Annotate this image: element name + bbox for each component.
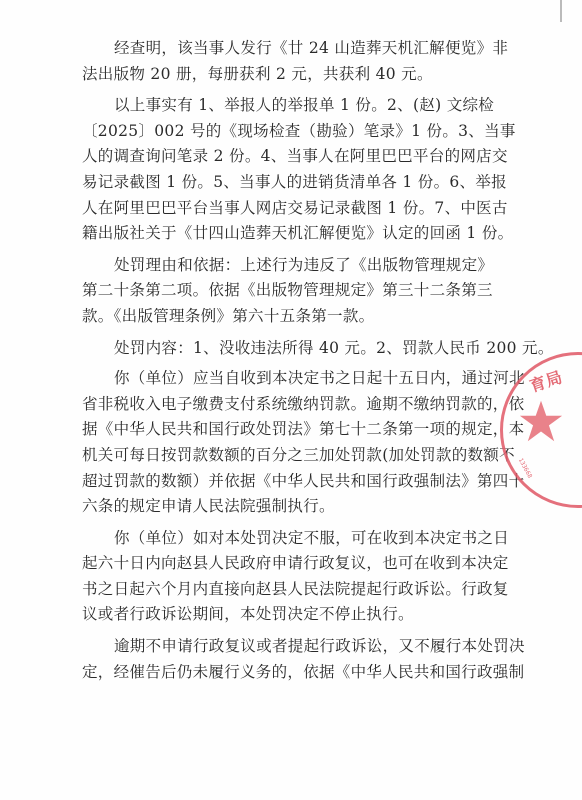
text-line: 超过罚款的数额）并依据《中华人民共和国行政强制法》第四十	[82, 471, 525, 490]
text-line: 人的调查询问笔录 2 份。4、当事人在阿里巴巴平台的网店交	[82, 147, 508, 166]
text-line: 〔2025〕002 号的《现场检查（勘验）笔录》1 份。3、当事	[82, 121, 516, 140]
text-line: 以上事实有 1、举报人的举报单 1 份。2、(赵) 文综检	[114, 96, 495, 115]
text-line: 易记录截图 1 份。5、当事人的进销货清单各 1 份。6、举报	[82, 172, 507, 191]
seal-digits: 133668	[516, 457, 534, 480]
text-line: 款。《出版管理条例》第六十五条第一款。	[82, 306, 375, 325]
text-line: 第二十条第二项。依据《出版物管理规定》第三十二条第三	[82, 281, 493, 300]
text-line: 逾期不申请行政复议或者提起行政诉讼，又不履行本处罚决	[114, 637, 525, 656]
text-line: 省非税收入电子缴费支付系统缴纳罚款。逾期不缴纳罚款的，依	[82, 394, 525, 413]
text-line: 你（单位）应当自收到本决定书之日起十五日内，通过河北	[114, 369, 525, 388]
paragraph-appeal	[82, 526, 514, 628]
paragraph-enforcement	[82, 634, 525, 685]
text-line: 处罚理由和依据：上述行为违反了《出版物管理规定》	[114, 255, 494, 274]
text-line: 人在阿里巴巴平台当事人网店交易记录截图 1 份。7、中医古	[82, 198, 508, 217]
text-line: 据《中华人民共和国行政处罚法》第七十二条第一项的规定，本	[82, 420, 525, 439]
text-line: 定，经催告后仍未履行义务的，依据《中华人民共和国行政强制	[82, 662, 525, 681]
seal-star-icon	[519, 399, 563, 443]
text-line: 你（单位）如对本处罚决定不服，可在收到本决定书之日	[114, 528, 510, 547]
paragraph-penalty	[82, 336, 554, 362]
text-line: 书之日起六个月内直接向赵县人民法院提起行政诉讼。行政复	[82, 579, 509, 598]
seal-text: 育局	[527, 367, 566, 396]
text-line: 起六十日内向赵县人民政府申请行政复议，也可在收到本决定	[82, 554, 509, 573]
paragraph-basis	[82, 253, 514, 330]
text-line: 六条的规定申请人民法院强制执行。	[82, 497, 335, 516]
text-line: 机关可每日按罚款数额的百分之三加处罚款(加处罚款的数额不	[82, 445, 515, 464]
text-line: 议或者行政诉讼期间，本处罚决定不停止执行。	[82, 605, 414, 624]
text-line: 籍出版社关于《廿四山造葬天机汇解便览》认定的回函 1 份。	[82, 224, 514, 243]
text-line: 处罚内容：1、没收违法所得 40 元。2、罚款人民币 200 元。	[114, 338, 554, 357]
paragraph-evidence	[82, 93, 514, 247]
paragraph-facts	[82, 36, 514, 87]
text-line: 法出版物 20 册，每册获利 2 元，共获利 40 元。	[82, 64, 433, 83]
text-line: 经查明，该当事人发行《廿 24 山造葬天机汇解便览》非	[114, 39, 509, 57]
scan-edge-mark	[560, 0, 562, 22]
